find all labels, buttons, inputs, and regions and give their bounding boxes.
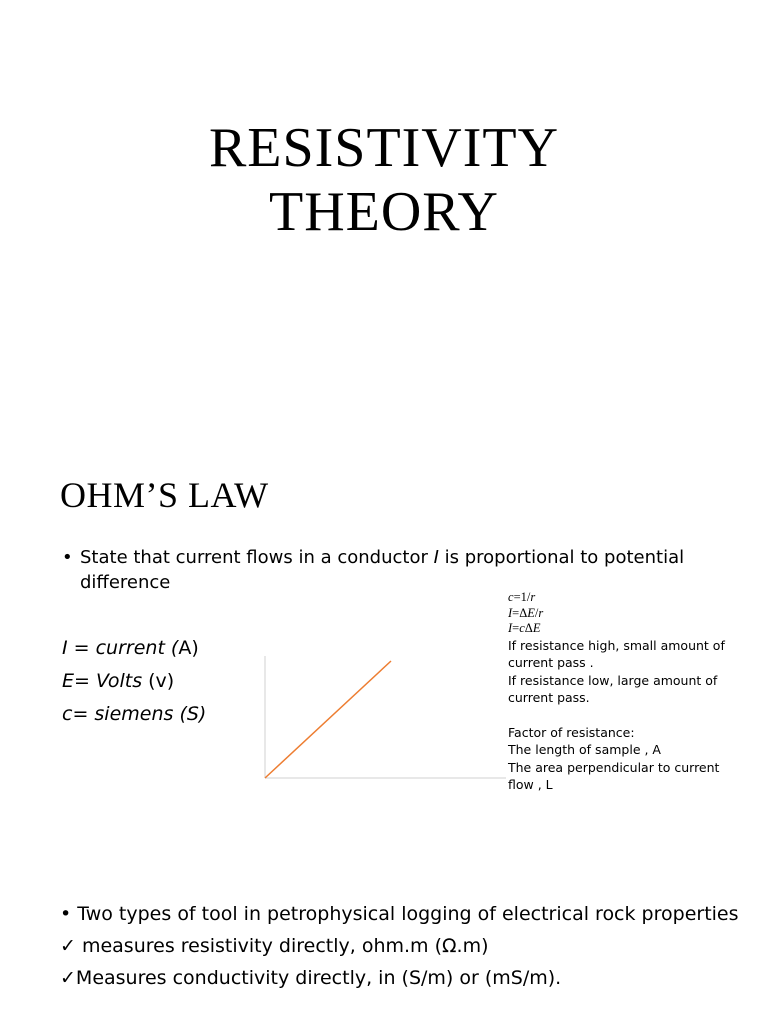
ohms-law-chart (248, 648, 508, 788)
check-item-resistivity (60, 930, 750, 962)
definition-unit: A) (178, 637, 199, 659)
bullet-text: Two types of tool in petrophysical logging of electrical rock properties (77, 903, 739, 925)
bullet-ohms-law (62, 545, 722, 595)
bottom-section (60, 898, 750, 994)
bullet-marker: • (60, 903, 72, 925)
checkmark-icon: ✓ (60, 967, 76, 989)
definitions-list (62, 632, 206, 731)
factor-area: The area perpendicular to current flow , L (508, 759, 720, 792)
equation: I=ΔE/r (508, 605, 544, 620)
section-heading: OHM’S LAW (60, 475, 269, 515)
factor-title: Factor of resistance: (508, 724, 635, 740)
slide-title (0, 116, 768, 244)
definition-unit: (v) (142, 670, 175, 692)
bullet-text-before: State that current flows in a conductor (80, 547, 434, 568)
definition-current (62, 632, 206, 665)
bullet-marker: • (62, 547, 73, 568)
bullet-text (80, 545, 722, 595)
title-line-2: THEORY (269, 181, 499, 243)
definition-symbol: E= Volts (62, 670, 143, 692)
check-text: Measures conductivity directly, in (S/m) or (mS/m). (75, 967, 562, 989)
note-low-resistance: If resistance low, large amount of current pass. (508, 672, 718, 705)
note-high-resistance: If resistance high, small amount of current pass . (508, 637, 725, 670)
equation: c=1/r (508, 590, 536, 604)
definition-symbol: c= siemens (S) (62, 703, 207, 725)
checkmark-icon: ✓ (60, 935, 76, 957)
series-line (265, 661, 391, 778)
bullet-tool-types (60, 898, 750, 930)
side-notes (508, 590, 730, 794)
bullet-text-after: is proportional to potential difference (80, 547, 685, 593)
bullet-text-italic: I (433, 547, 439, 568)
title-line-1: RESISTIVITY (208, 117, 560, 179)
equation: I=cΔE (508, 621, 541, 635)
check-item-conductivity (60, 962, 750, 994)
definition-symbol: I = current ( (62, 637, 179, 659)
definition-volts (62, 665, 206, 698)
definition-siemens (62, 698, 206, 731)
factor-length: The length of sample , A (508, 742, 661, 757)
check-text: measures resistivity directly, ohm.m (Ω.m) (75, 935, 489, 957)
